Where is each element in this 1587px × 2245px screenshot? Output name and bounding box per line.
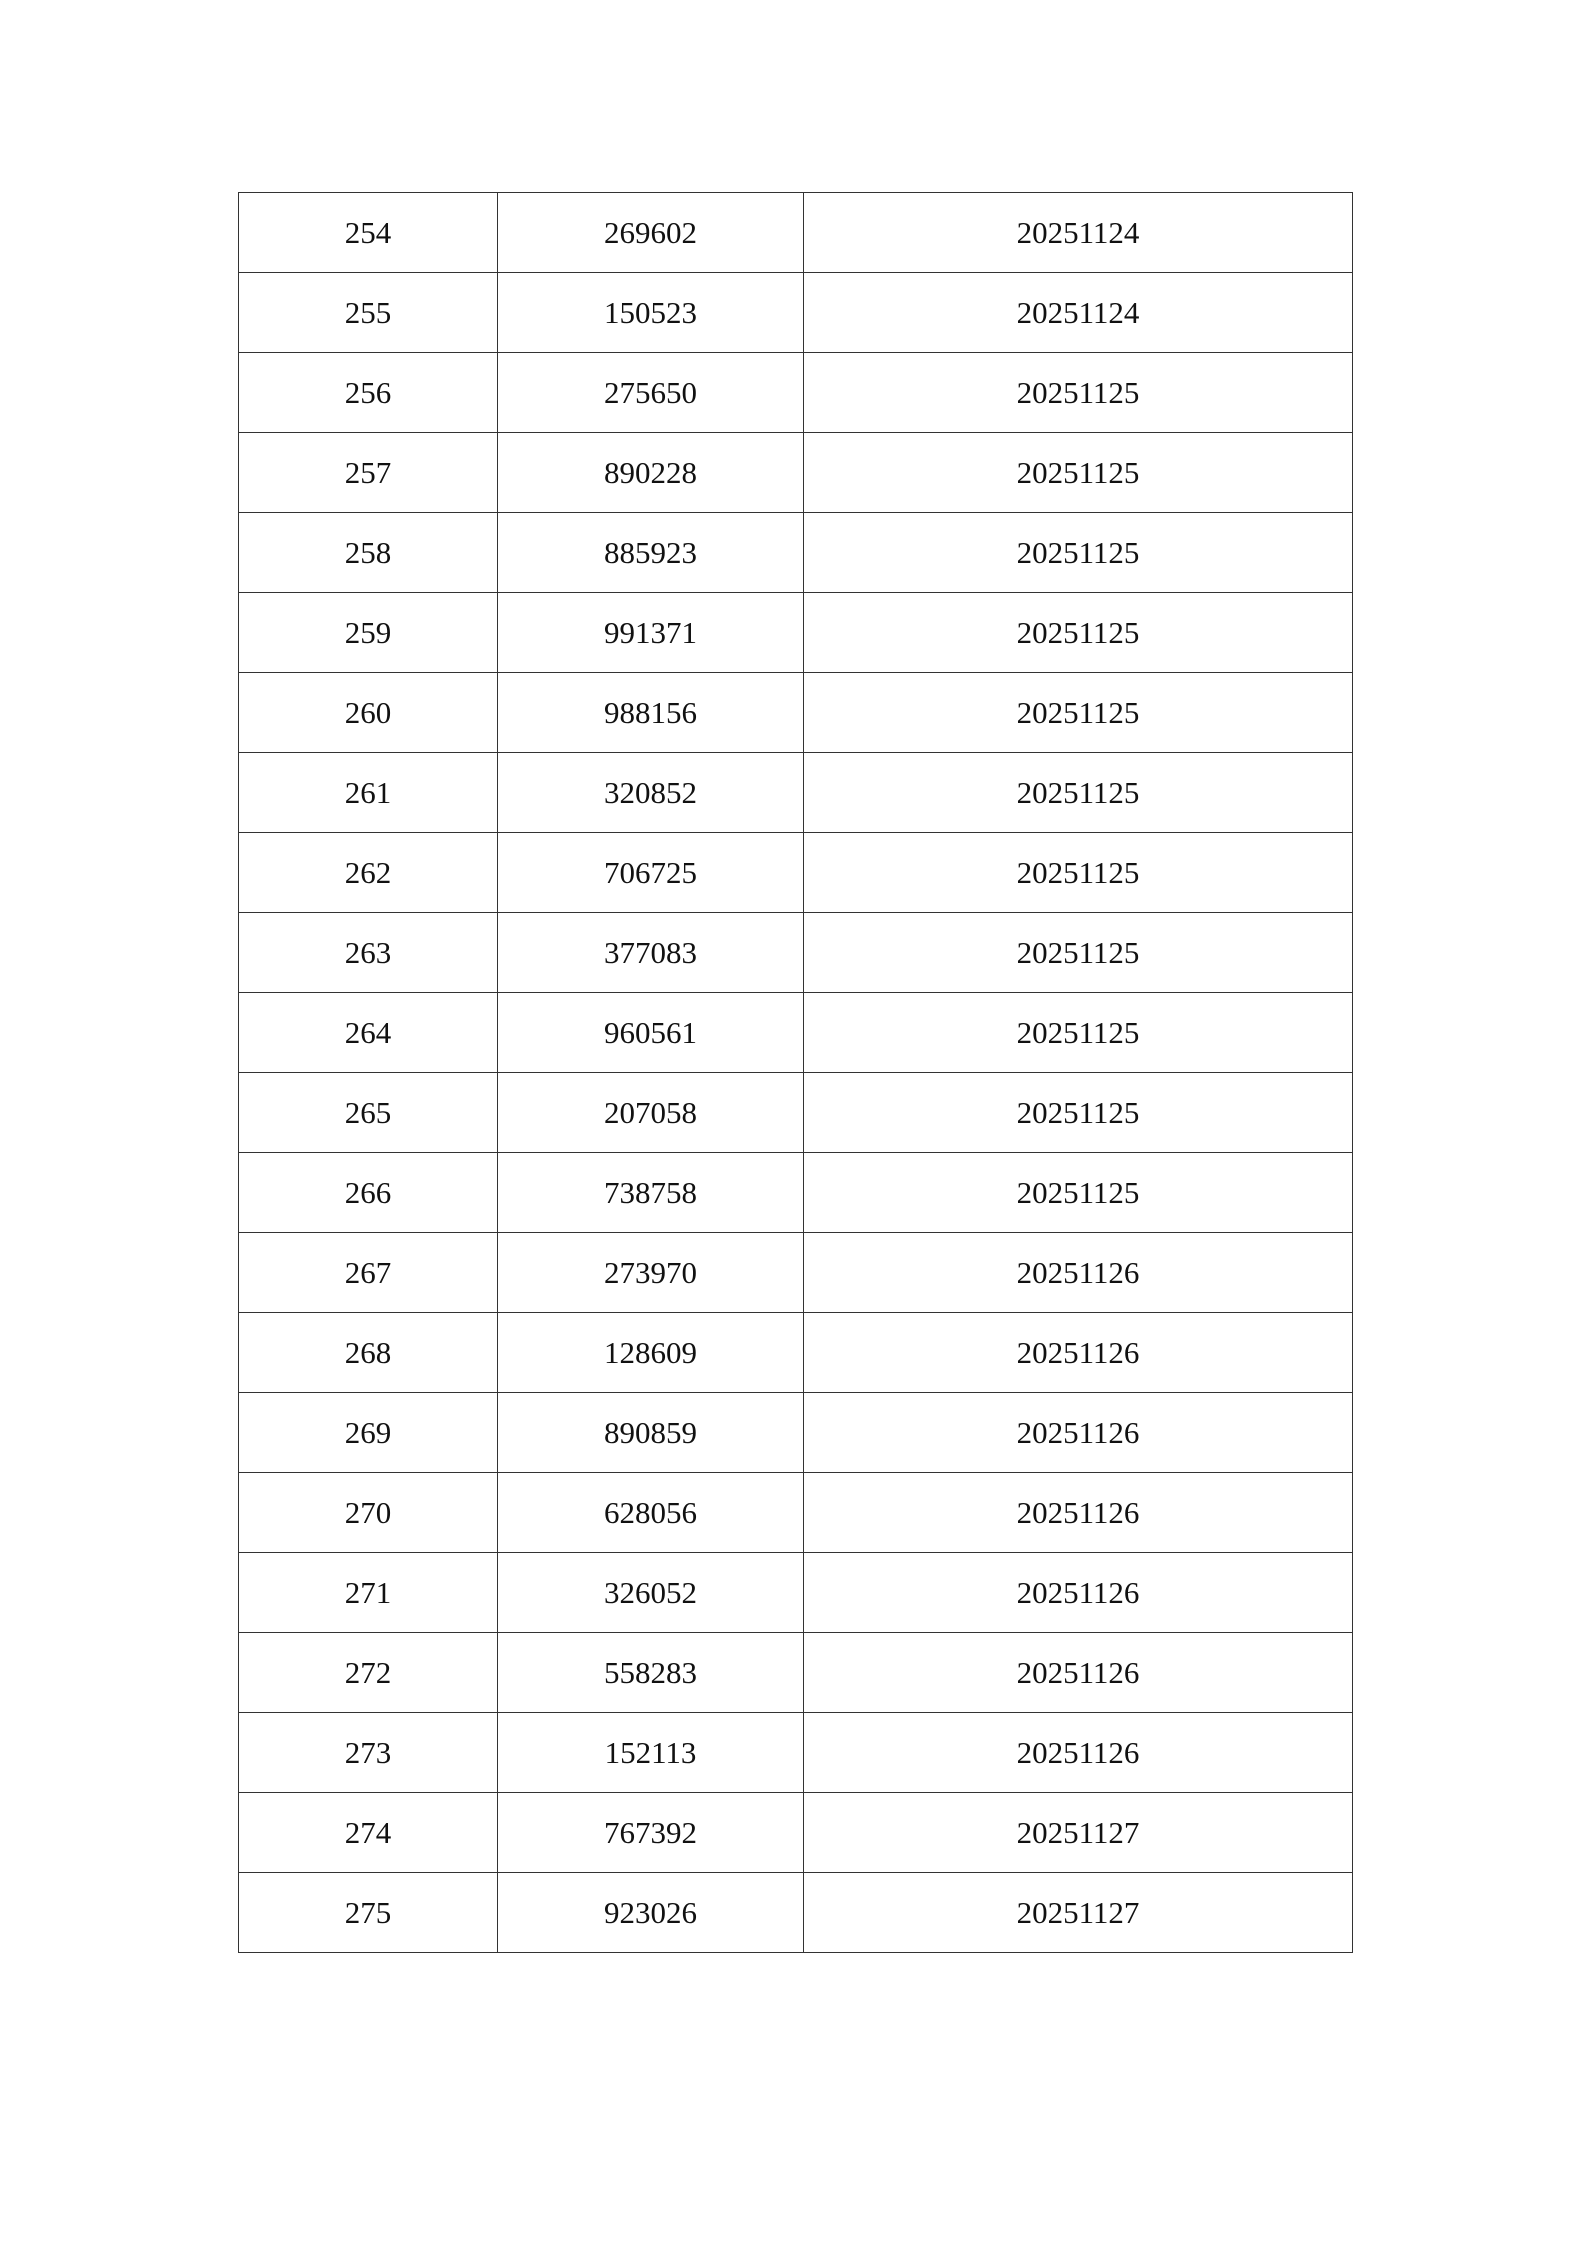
row-number-cell: 259 <box>239 593 498 673</box>
code-cell: 960561 <box>498 993 804 1073</box>
code-cell: 738758 <box>498 1153 804 1233</box>
table-row <box>239 753 1353 833</box>
table-row <box>239 513 1353 593</box>
code-cell: 890859 <box>498 1393 804 1473</box>
row-number-cell: 258 <box>239 513 498 593</box>
table-row <box>239 273 1353 353</box>
date-cell: 20251125 <box>804 1073 1353 1153</box>
date-cell: 20251125 <box>804 673 1353 753</box>
row-number-cell: 274 <box>239 1793 498 1873</box>
table-row <box>239 1793 1353 1873</box>
table-row <box>239 1553 1353 1633</box>
row-number-cell: 254 <box>239 193 498 273</box>
table-row <box>239 1233 1353 1313</box>
table-row <box>239 1873 1353 1953</box>
table-row <box>239 193 1353 273</box>
code-cell: 269602 <box>498 193 804 273</box>
date-cell: 20251126 <box>804 1633 1353 1713</box>
row-number-cell: 268 <box>239 1313 498 1393</box>
table-row <box>239 1313 1353 1393</box>
code-cell: 628056 <box>498 1473 804 1553</box>
date-cell: 20251126 <box>804 1713 1353 1793</box>
code-cell: 706725 <box>498 833 804 913</box>
code-cell: 890228 <box>498 433 804 513</box>
code-cell: 326052 <box>498 1553 804 1633</box>
code-cell: 273970 <box>498 1233 804 1313</box>
table-row <box>239 913 1353 993</box>
date-cell: 20251126 <box>804 1233 1353 1313</box>
date-cell: 20251125 <box>804 833 1353 913</box>
data-table <box>238 192 1353 1953</box>
date-cell: 20251126 <box>804 1553 1353 1633</box>
date-cell: 20251125 <box>804 593 1353 673</box>
code-cell: 207058 <box>498 1073 804 1153</box>
date-cell: 20251125 <box>804 513 1353 593</box>
code-cell: 991371 <box>498 593 804 673</box>
row-number-cell: 266 <box>239 1153 498 1233</box>
row-number-cell: 275 <box>239 1873 498 1953</box>
date-cell: 20251125 <box>804 433 1353 513</box>
row-number-cell: 269 <box>239 1393 498 1473</box>
row-number-cell: 264 <box>239 993 498 1073</box>
table-row <box>239 1473 1353 1553</box>
code-cell: 767392 <box>498 1793 804 1873</box>
code-cell: 128609 <box>498 1313 804 1393</box>
code-cell: 923026 <box>498 1873 804 1953</box>
code-cell: 150523 <box>498 273 804 353</box>
date-cell: 20251126 <box>804 1313 1353 1393</box>
date-cell: 20251125 <box>804 1153 1353 1233</box>
table-body <box>239 193 1353 1953</box>
code-cell: 988156 <box>498 673 804 753</box>
row-number-cell: 257 <box>239 433 498 513</box>
date-cell: 20251126 <box>804 1393 1353 1473</box>
date-cell: 20251126 <box>804 1473 1353 1553</box>
row-number-cell: 265 <box>239 1073 498 1153</box>
date-cell: 20251124 <box>804 193 1353 273</box>
table-row <box>239 353 1353 433</box>
table-row <box>239 593 1353 673</box>
table-row <box>239 673 1353 753</box>
date-cell: 20251125 <box>804 993 1353 1073</box>
row-number-cell: 255 <box>239 273 498 353</box>
row-number-cell: 273 <box>239 1713 498 1793</box>
date-cell: 20251125 <box>804 353 1353 433</box>
row-number-cell: 262 <box>239 833 498 913</box>
row-number-cell: 267 <box>239 1233 498 1313</box>
table-row <box>239 993 1353 1073</box>
table-row <box>239 433 1353 513</box>
code-cell: 885923 <box>498 513 804 593</box>
date-cell: 20251127 <box>804 1873 1353 1953</box>
date-cell: 20251125 <box>804 913 1353 993</box>
row-number-cell: 270 <box>239 1473 498 1553</box>
row-number-cell: 256 <box>239 353 498 433</box>
date-cell: 20251124 <box>804 273 1353 353</box>
code-cell: 558283 <box>498 1633 804 1713</box>
date-cell: 20251127 <box>804 1793 1353 1873</box>
table-row <box>239 1073 1353 1153</box>
code-cell: 152113 <box>498 1713 804 1793</box>
table-row <box>239 1713 1353 1793</box>
table-row <box>239 833 1353 913</box>
table-row <box>239 1633 1353 1713</box>
date-cell: 20251125 <box>804 753 1353 833</box>
code-cell: 377083 <box>498 913 804 993</box>
row-number-cell: 272 <box>239 1633 498 1713</box>
row-number-cell: 271 <box>239 1553 498 1633</box>
row-number-cell: 263 <box>239 913 498 993</box>
row-number-cell: 260 <box>239 673 498 753</box>
table-row <box>239 1393 1353 1473</box>
row-number-cell: 261 <box>239 753 498 833</box>
code-cell: 320852 <box>498 753 804 833</box>
code-cell: 275650 <box>498 353 804 433</box>
table-row <box>239 1153 1353 1233</box>
